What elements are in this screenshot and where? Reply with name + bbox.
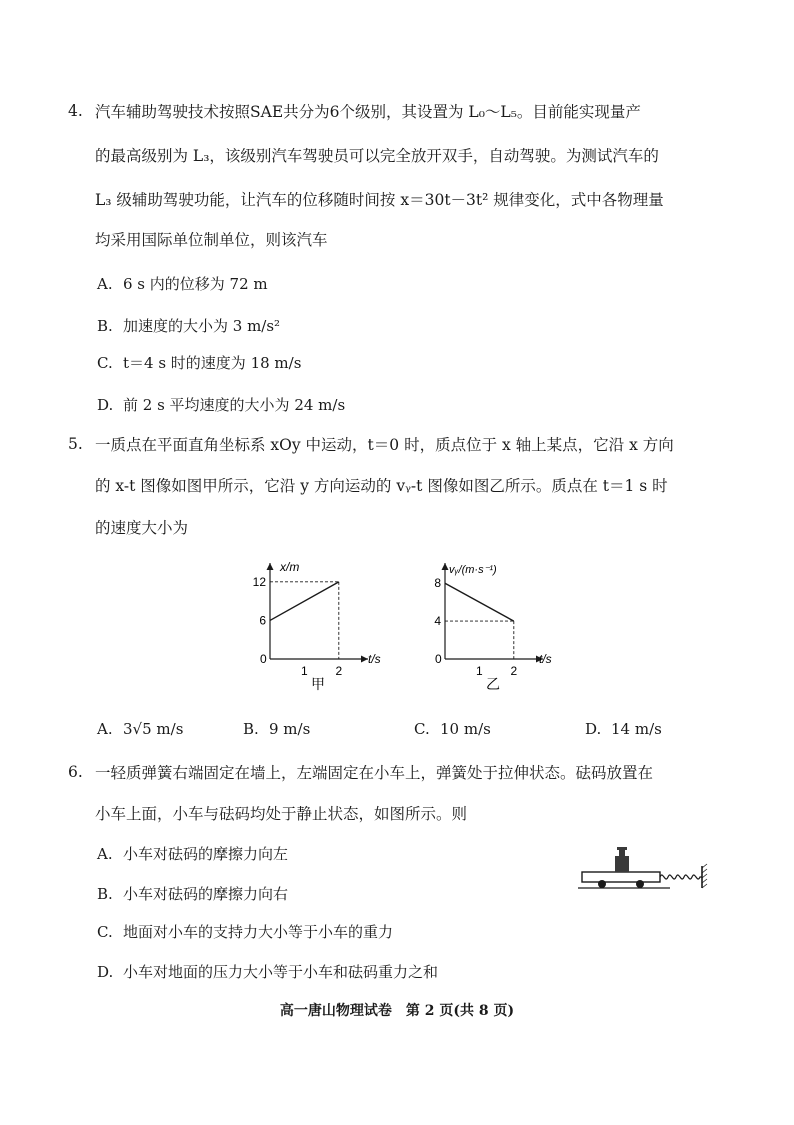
x-axis-label: t/s <box>539 652 552 666</box>
x-tick-label: 2 <box>335 664 343 678</box>
q5-stem-line-3: 的速度大小为 <box>95 519 189 537</box>
cart-wheel-left <box>598 880 606 888</box>
q6-stem-line-2: 小车上面，小车与砝码均处于静止状态，如图所示。则 <box>95 805 468 823</box>
weight-block <box>615 856 629 872</box>
cart-body <box>582 872 660 882</box>
q4-option-b[interactable]: B. 加速度的大小为 3 m/s² <box>97 317 281 335</box>
page-footer: 高一唐山物理试卷 第 2 页(共 8 页) <box>279 1003 515 1019</box>
origin-label: 0 <box>260 652 267 666</box>
q5-stem-line-2: 的 x-t 图像如图甲所示，它沿 y 方向运动的 vᵧ-t 图像如图乙所示。质点在 t＝1 s 时 <box>95 477 668 495</box>
q6-stem-line-1: 一轻质弹簧右端固定在墙上，左端固定在小车上，弹簧处于拉伸状态。砝码放置在 <box>95 764 654 782</box>
weight-knob <box>619 849 625 856</box>
q5-stem-line-1: 一质点在平面直角坐标系 xOy 中运动，t＝0 时，质点位于 x 轴上某点，它沿 x 方向 <box>95 436 674 454</box>
q5-option-c[interactable]: C. 10 m/s <box>414 720 491 738</box>
chart-title: 乙 <box>486 676 500 692</box>
x-tick-label: 1 <box>476 664 483 678</box>
q4-stem-line-1: 汽车辅助驾驶技术按照SAE共分为6个级别，其设置为 L₀～L₅。目前能实现量产 <box>95 103 641 121</box>
weight-cap <box>617 847 627 850</box>
x-tick-label: 1 <box>301 664 308 678</box>
y-axis-label: vᵧ/(m·s⁻¹) <box>449 564 497 576</box>
series-line <box>445 583 514 621</box>
cart-wheel-right <box>636 880 644 888</box>
y-tick-label: 12 <box>252 574 266 589</box>
chart-title: 甲 <box>311 676 325 692</box>
cart-spring-diagram <box>574 840 714 890</box>
q6-option-b[interactable]: B. 小车对砝码的摩擦力向右 <box>97 885 289 903</box>
origin-label: 0 <box>435 652 442 666</box>
q5-option-b[interactable]: B. 9 m/s <box>243 720 311 738</box>
spring <box>660 875 702 879</box>
q6-number: 6. <box>68 763 83 781</box>
series-line <box>270 582 339 621</box>
q4-option-c[interactable]: C. t＝4 s 时的速度为 18 m/s <box>97 354 302 372</box>
q6-option-c[interactable]: C. 地面对小车的支持力大小等于小车的重力 <box>97 923 394 941</box>
q4-stem-line-3: L₃ 级辅助驾驶功能，让汽车的位移随时间按 x＝30t－3t² 规律变化，式中各物理量 <box>95 191 664 209</box>
y-axis-label: x/m <box>280 560 300 574</box>
y-tick-label: 8 <box>434 576 441 591</box>
q6-option-d[interactable]: D. 小车对地面的压力大小等于小车和砝码重力之和 <box>97 963 439 981</box>
q4-stem-line-4: 均采用国际单位制单位，则该汽车 <box>95 231 328 249</box>
chart-yi <box>415 555 565 695</box>
q4-stem-line-2: 的最高级别为 L₃，该级别汽车驾驶员可以完全放开双手，自动驾驶。为测试汽车的 <box>95 147 659 165</box>
q6-option-a[interactable]: A. 小车对砝码的摩擦力向左 <box>97 845 289 863</box>
q5-option-a[interactable]: A. 3√5 m/s <box>97 720 184 738</box>
x-axis-label: t/s <box>368 652 381 666</box>
q4-option-a[interactable]: A. 6 s 内的位移为 72 m <box>97 275 268 293</box>
q5-option-d[interactable]: D. 14 m/s <box>585 720 662 738</box>
x-tick-label: 2 <box>510 664 518 678</box>
q5-number: 5. <box>68 435 83 453</box>
y-tick-label: 6 <box>259 613 266 628</box>
q4-number: 4. <box>68 102 83 120</box>
chart-jia <box>240 555 390 695</box>
q4-option-d[interactable]: D. 前 2 s 平均速度的大小为 24 m/s <box>97 396 346 414</box>
y-tick-label: 4 <box>434 614 441 629</box>
